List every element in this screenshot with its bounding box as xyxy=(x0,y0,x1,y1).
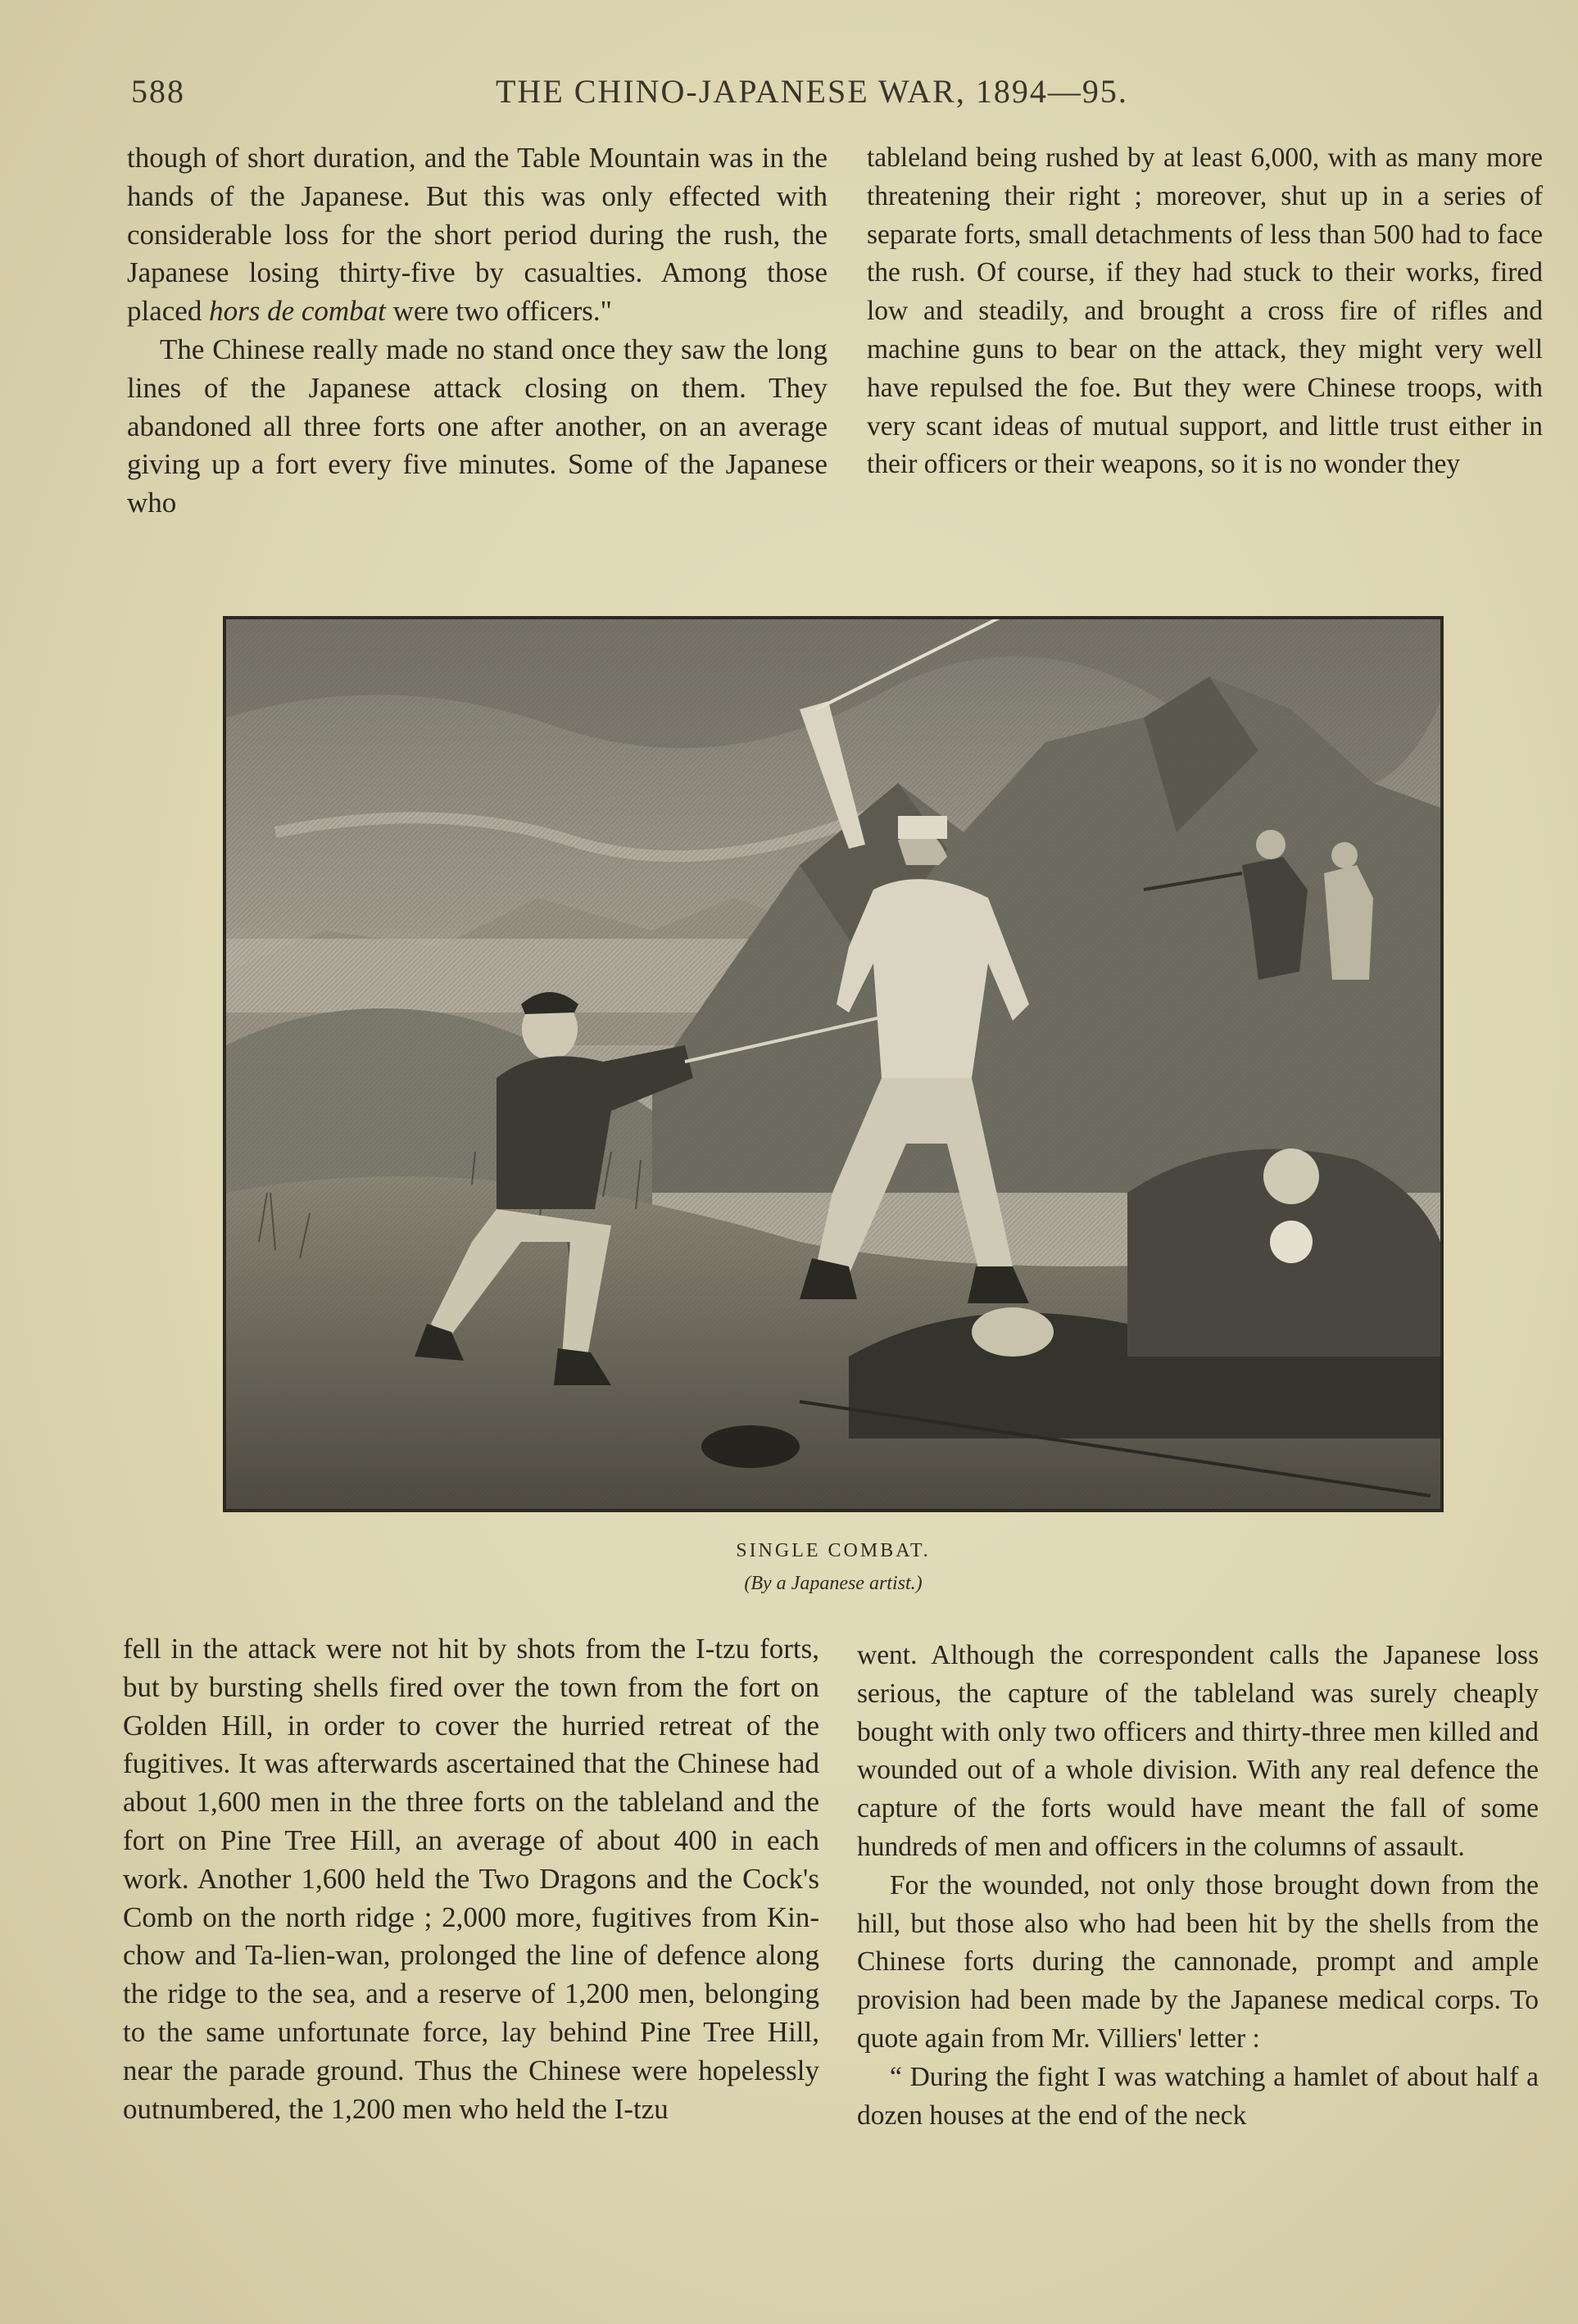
italic-phrase: hors de combat xyxy=(209,295,386,328)
paragraph: went. Although the correspondent calls the Japanese loss serious, the capture of the tableland was surely cheaply bought with only two officers and thirty-three men killed and wounded out of a whole division. With any real defence the capture of the forts would have meant the fall of some hundreds of men and officers in the columns of assault. xyxy=(857,1640,1539,1862)
paragraph: tableland being rushed by at least 6,000, with as many more threatening their right ; moreover, shut up in a series of separate forts, small detachments of less than 500 had to face the rush. Of course, if they had stuck to their works, fired low and steadily, and brought a cross fire of rifles and machine guns to bear on the attack, they might very well have repulsed the foe. But they were Chinese troops, with very scant ideas of mutual support, and little trust either in their officers or their weapons, so it is no wonder they xyxy=(867,143,1543,480)
text-column-top-left xyxy=(127,139,828,523)
figure-credit: (By a Japanese artist.) xyxy=(744,1573,923,1594)
paragraph xyxy=(127,139,828,331)
running-title: THE CHINO-JAPANESE WAR, 1894—95. xyxy=(496,73,1128,110)
text-column-top-right xyxy=(867,139,1543,484)
engraving-illustration xyxy=(226,619,1440,1509)
text-run: though of short duration, and the Table Mountain was in the hands of the Japanese. But this was only effected with considerable loss for the short period during the rush, the Japanese losing thirty-five by casualties. Among those placed xyxy=(127,142,828,328)
running-head xyxy=(123,72,1467,113)
paragraph: For the wounded, not only those brought down from the hill, but those also who had been hit by the shells from the Chinese forts during the cannonade, prompt and ample provision had been made by the Japanese medical corps. To quote again from Mr. Villiers' letter : xyxy=(857,1869,1539,2054)
text-column-bottom-left xyxy=(123,1630,819,2128)
page-number: 588 xyxy=(131,73,185,110)
paragraph: fell in the attack were not hit by shots from the I-tzu forts, but by bursting shells fired over the town from the fort on Golden Hill, in order to cover the hurried retreat of the fugitives. It was afterwards ascertained that the Chinese had about 1,600 men in the three forts on the tableland and the fort on Pine Tree Hill, an average of about 400 in each work. Another 1,600 held the Two Dragons and the Cock's Comb on the north ridge ; 2,000 more, fugitives from Kin-chow and Ta-lien-wan, prolonged the line of defence along the ridge to the sea, and a reserve of 1,200 men, belonging to the same unfortunate force, lay behind Pine Tree Hill, near the parade ground. Thus the Chinese were hopelessly outnumbered, the 1,200 men who held the I-tzu xyxy=(123,1633,819,2125)
figure-caption: SINGLE COMBAT. xyxy=(736,1540,931,1561)
text-column-bottom-right xyxy=(857,1637,1539,2135)
paragraph: The Chinese really made no stand once they saw the long lines of the Japanese attack closing on them. They abandoned all three forts one after another, on an average giving up a fort every five minutes. Some of the Japanese who xyxy=(127,333,828,519)
engraving-single-combat xyxy=(223,616,1444,1512)
paragraph: “ During the fight I was watching a hamlet of about half a dozen houses at the end of the neck xyxy=(857,2061,1539,2131)
text-run: were two officers." xyxy=(385,295,612,328)
